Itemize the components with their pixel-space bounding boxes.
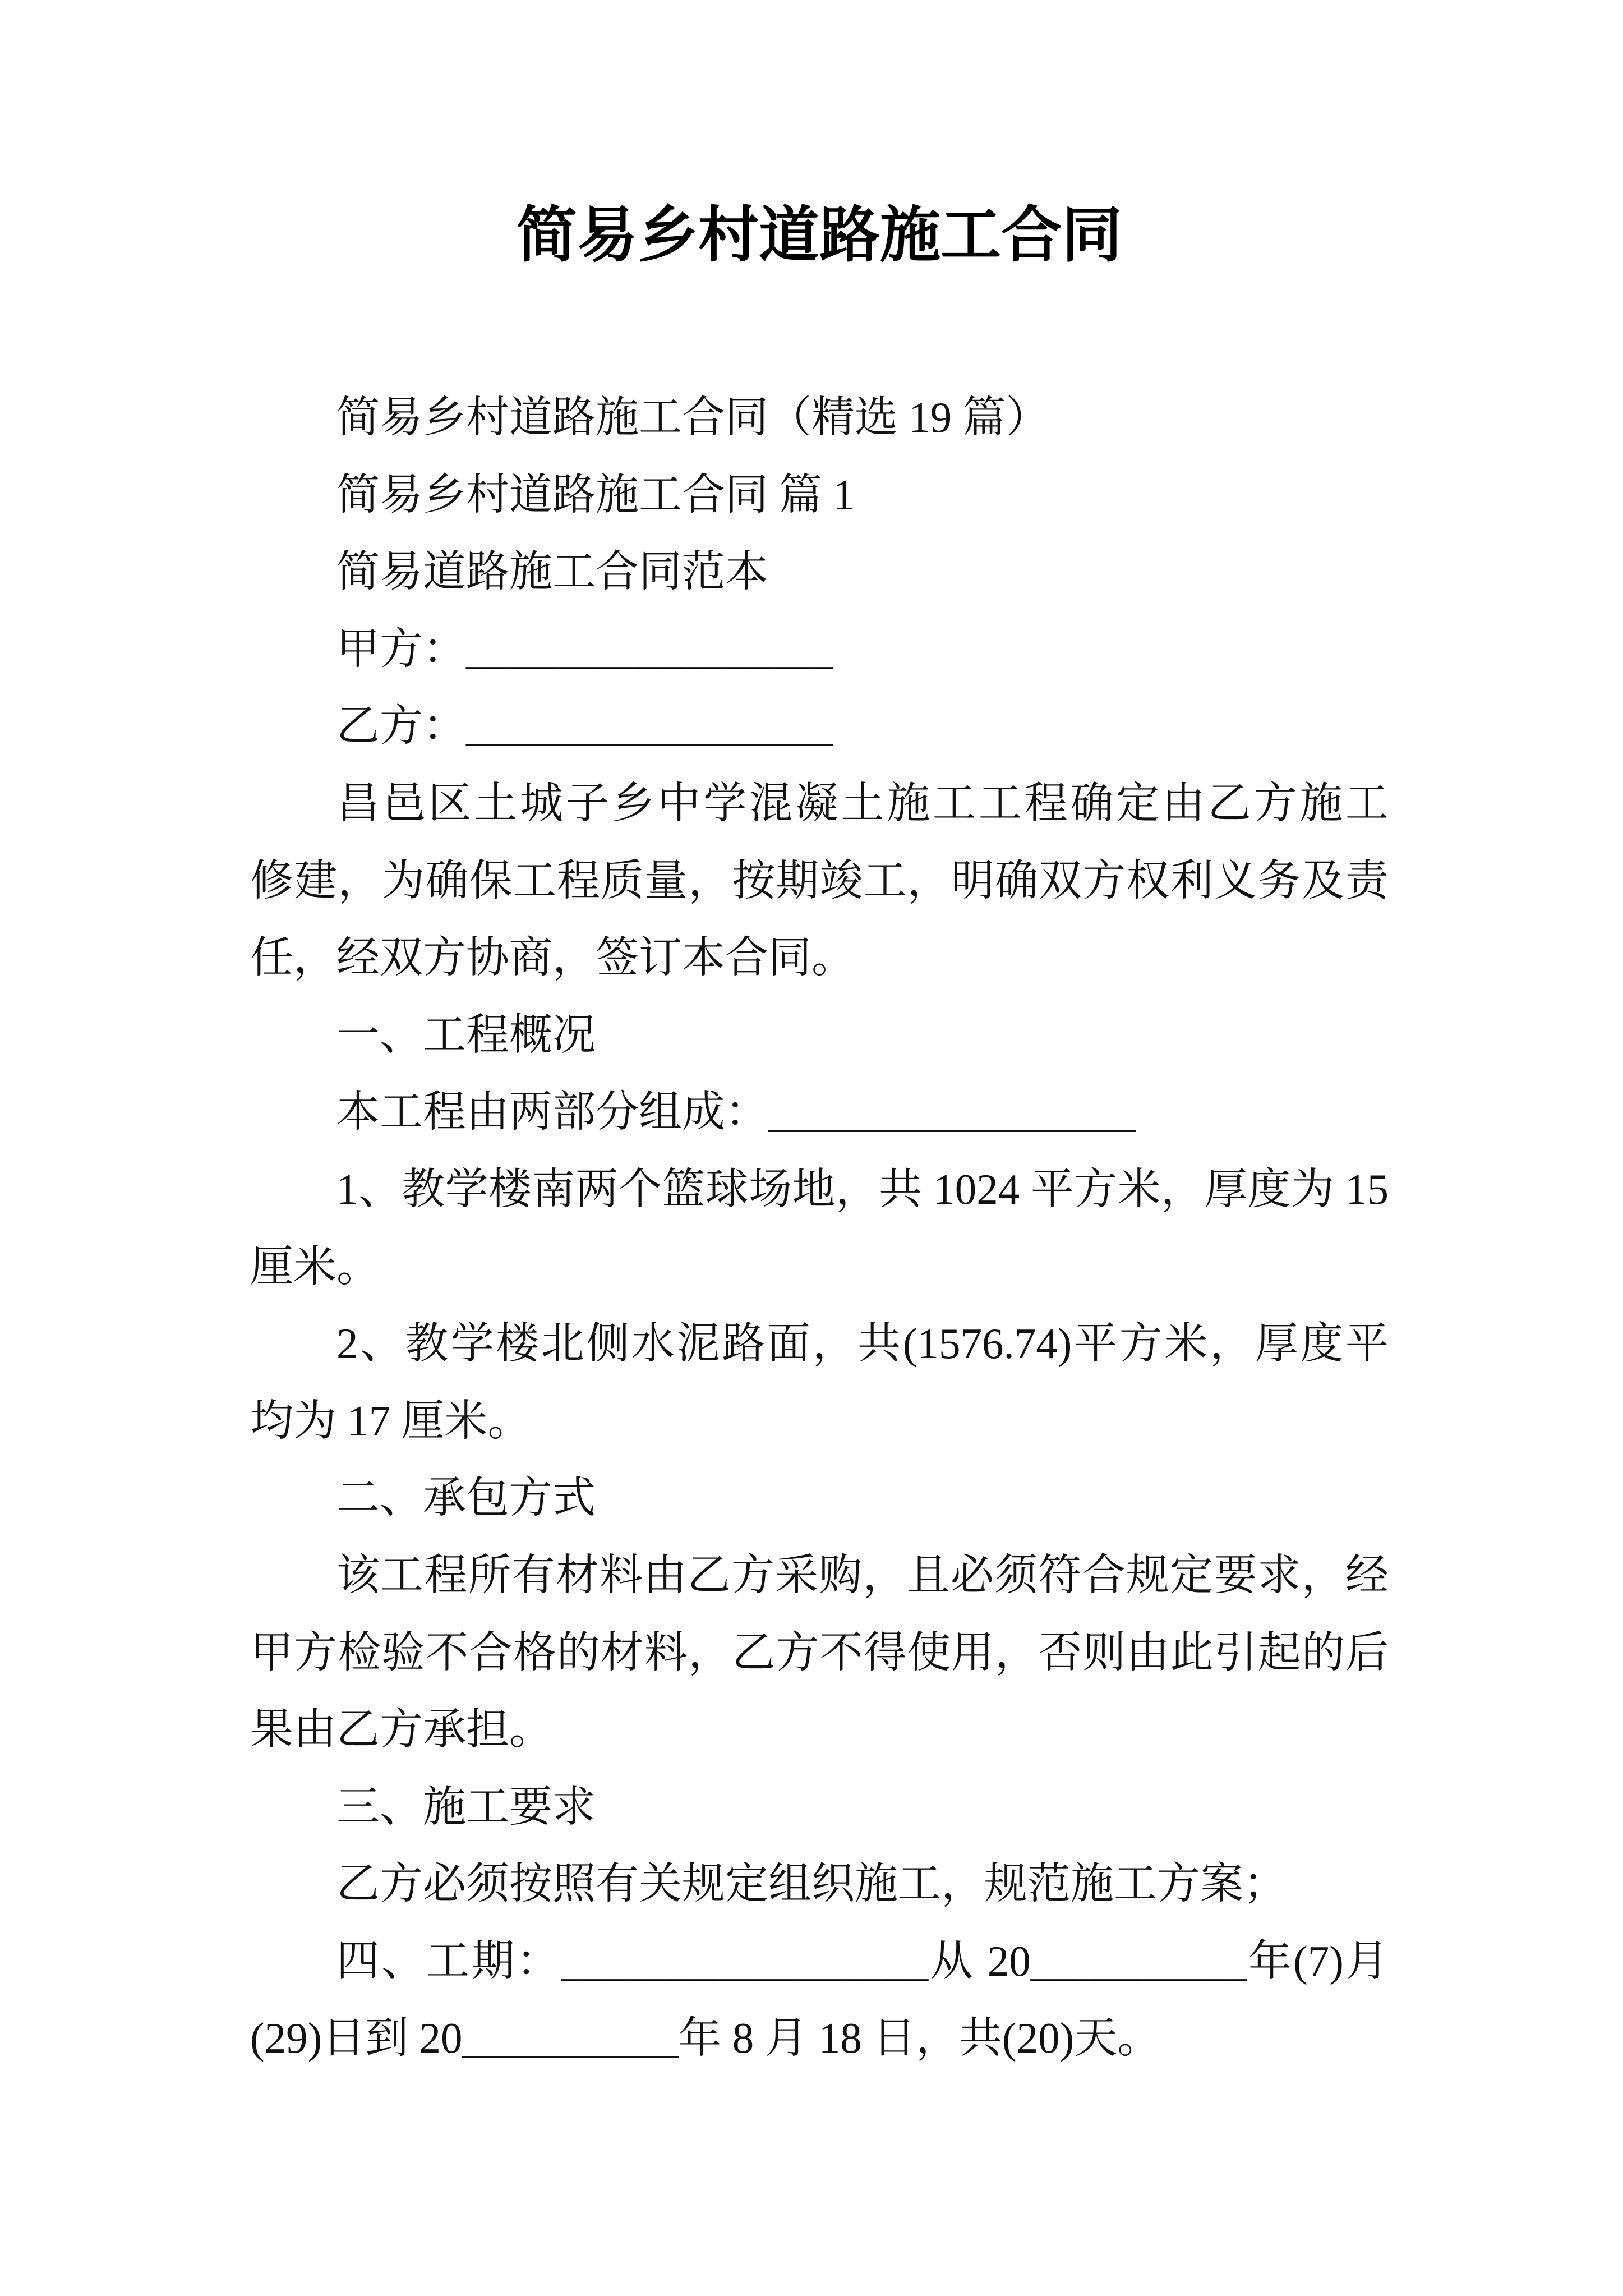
paragraph-line: 2、教学楼北侧水泥路面，共(1576.74)平方米，厚度平: [336, 1319, 1389, 1368]
paragraph-line: 任，经双方协商，签订本合同。: [250, 933, 855, 982]
section-heading-1: [250, 997, 1389, 1074]
paragraph-line: 甲方检验不合格的材料，乙方不得使用，否则由此引起的后: [250, 1628, 1389, 1677]
paragraph-line: 简易道路施工合同范本: [336, 547, 768, 596]
paragraph-line: 二、承包方式: [336, 1474, 596, 1522]
paragraph-line: 简易乡村道路施工合同 篇 1: [336, 470, 855, 519]
paragraph-line: 本工程由两部分组成：_________________: [336, 1088, 1136, 1137]
document-title: 简易乡村道路施工合同: [516, 203, 1122, 269]
paragraph-line: 均为 17 厘米。: [250, 1396, 531, 1445]
document-body: [250, 379, 1389, 2077]
contract-template-title: [250, 533, 1389, 611]
paragraph-line: (29)日到 20__________年 8 月 18 日，共(20)天。: [250, 2014, 1161, 2063]
paragraph-line: 厘米。: [250, 1242, 380, 1291]
preamble-paragraph: [250, 765, 1389, 997]
article-heading: [250, 457, 1389, 534]
item-1-paragraph: [250, 1151, 1389, 1305]
paragraph-line: 1、教学楼南两个篮球场地，共 1024 平方米，厚度为 15: [336, 1165, 1389, 1213]
contracting-mode-paragraph: [250, 1537, 1389, 1769]
party-b-field: [250, 688, 1389, 765]
section-heading-3: [250, 1769, 1389, 1846]
section-heading-2: [250, 1460, 1389, 1537]
paragraph-line: 果由乙方承担。: [250, 1705, 552, 1754]
paragraph-line: 乙方：_________________: [336, 702, 833, 751]
project-composition-field: [250, 1074, 1389, 1151]
paragraph-line: 修建，为确保工程质量，按期竣工，明确双方权利义务及责: [250, 856, 1389, 905]
paragraph-line: 昌邑区土城子乡中学混凝土施工工程确定由乙方施工: [336, 779, 1389, 827]
construction-period-paragraph: [250, 1923, 1389, 2077]
item-2-paragraph: [250, 1305, 1389, 1460]
paragraph-line: 该工程所有材料由乙方采购，且必须符合规定要求，经: [336, 1550, 1389, 1599]
paragraph-line: 三、施工要求: [336, 1782, 596, 1831]
collection-title: [250, 379, 1389, 457]
paragraph-line: 甲方：_________________: [336, 624, 833, 673]
paragraph-line: 四、工期：_________________从 20__________年(7)月: [336, 1936, 1389, 1985]
paragraph-line: 一、工程概况: [336, 1010, 596, 1059]
paragraph-line: 乙方必须按照有关规定组织施工，规范施工方案；: [336, 1860, 1287, 1908]
construction-requirements-paragraph: [250, 1846, 1389, 1923]
paragraph-line: 简易乡村道路施工合同（精选 19 篇）: [336, 393, 1049, 441]
party-a-field: [250, 611, 1389, 688]
